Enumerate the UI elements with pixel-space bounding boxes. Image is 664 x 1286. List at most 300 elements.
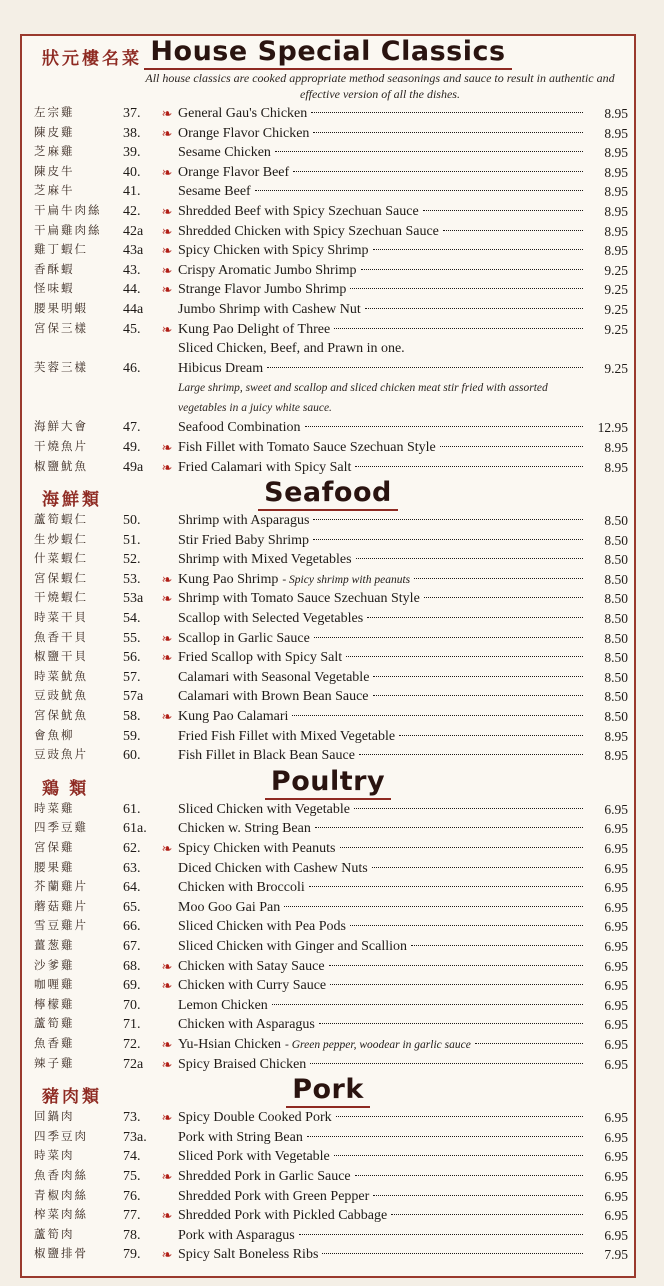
menu-section [22,766,634,1074]
item-name-line [178,1187,586,1207]
item-chinese-name: 蘆筍雞 [34,1018,75,1031]
menu-item [22,1035,634,1055]
item-price: 8.50 [604,650,628,666]
item-chinese-name: 蘆筍蝦仁 [34,514,88,527]
item-chinese-name: 蘆筍肉 [34,1228,75,1241]
chili-pepper-icon: ❧ [161,1110,173,1126]
menu-item [22,458,634,478]
chili-pepper-icon: ❧ [161,591,173,607]
item-price: 8.95 [604,164,628,180]
item-chinese-name: 椒鹽魷魚 [34,460,88,473]
item-name-line [178,182,586,202]
item-chinese-name: 芙蓉三樣 [34,361,88,374]
item-price: 6.95 [604,1208,628,1224]
item-price: 6.95 [604,938,628,954]
item-number: 60. [123,748,141,764]
item-name-line [178,418,586,438]
item-price: 8.95 [604,459,628,475]
item-name: Diced Chicken with Cashew Nuts [178,860,368,876]
item-price: 6.95 [604,958,628,974]
menu-item [22,648,634,668]
menu-item [22,917,634,937]
item-chinese-name: 香酥蝦 [34,263,75,276]
menu-item [22,104,634,124]
item-price: 6.95 [604,860,628,876]
item-name-line [178,1055,586,1075]
chili-pepper-icon: ❧ [161,650,173,666]
item-name: General Gau's Chicken [178,106,308,121]
menu-item [22,746,634,766]
section-title-text: Poultry [265,766,391,800]
dot-leader [311,112,583,113]
item-name: Fried Scallop with Spicy Salt [178,650,343,666]
chili-pepper-icon: ❧ [161,841,173,856]
item-number: 63. [123,860,141,876]
item-name: Sliced Pork with Vegetable [178,1149,330,1165]
item-number: 72. [123,1036,141,1052]
item-name: Chicken with Satay Sauce [178,958,325,974]
chili-pepper-icon: ❧ [161,321,173,337]
item-name: Hibicus Dream [178,360,264,376]
item-number: 43a [123,243,144,259]
menu-item [22,511,634,531]
menu-item [22,550,634,570]
item-note: - Green pepper, woodear in garlic sauce [285,1038,471,1051]
menu-item [22,898,634,918]
item-chinese-name: 宮保雞 [34,842,75,854]
item-price: 6.95 [604,801,628,817]
item-price: 8.50 [604,513,628,529]
menu-item [22,241,634,261]
item-name-line [178,996,586,1016]
item-price: 8.95 [604,145,628,161]
item-chinese-name: 時菜雞 [34,802,75,815]
dot-leader [440,446,583,447]
item-name-line [178,957,586,977]
dot-leader [411,945,583,946]
item-name: Spicy Double Cooked Pork [178,1110,332,1126]
item-chinese-name: 豆豉魷魚 [34,690,88,703]
item-number: 62. [123,841,141,856]
item-number: 72a [123,1056,144,1072]
item-number: 55. [123,630,141,646]
section-header [22,766,634,800]
item-name-line [178,589,586,609]
dot-leader [309,886,583,887]
item-name: Kung Pao Calamari [178,709,289,725]
item-name: Chicken w. String Bean [178,821,311,837]
menu-item [22,707,634,727]
chili-pepper-icon: ❧ [161,203,173,219]
menu-item [22,957,634,977]
item-name-line [178,1206,586,1226]
item-number: 79. [123,1247,141,1263]
item-number: 73a. [123,1129,147,1145]
section-title-text: Seafood [258,477,398,511]
dot-leader [475,1043,583,1044]
item-name: Shredded Pork in Garlic Sauce [178,1168,351,1184]
section-title [22,477,634,508]
item-number: 69. [123,978,141,994]
item-price: 8.50 [604,689,628,705]
item-price: 6.95 [604,1129,628,1145]
item-name-line [178,511,586,531]
chili-pepper-icon: ❧ [161,106,173,121]
item-number: 75. [123,1168,141,1184]
dot-leader [365,308,583,309]
dot-leader [313,132,583,133]
item-name: Calamari with Brown Bean Sauce [178,689,369,705]
item-chinese-name: 豆豉魚片 [34,749,88,762]
chili-pepper-icon: ❧ [161,282,173,298]
item-number: 46. [123,360,141,376]
item-chinese-name: 椒鹽干貝 [34,651,88,664]
item-number: 73. [123,1110,141,1126]
menu-item [22,320,634,340]
item-number: 71. [123,1017,141,1033]
menu-section [22,1074,634,1265]
item-price: 6.95 [604,919,628,935]
dot-leader [293,171,583,172]
item-chinese-name: 什菜蝦仁 [34,553,88,566]
menu-item [22,1128,634,1148]
item-price: 6.95 [604,1227,628,1243]
menu-item [22,1167,634,1187]
item-chinese-name: 芥蘭雞片 [34,881,88,894]
item-price: 12.95 [597,420,628,436]
section-header [22,1074,634,1108]
item-price: 8.95 [604,125,628,141]
item-number: 78. [123,1227,141,1243]
item-name-line [178,261,586,281]
dot-leader [255,190,583,191]
menu-item [22,687,634,707]
item-price: 8.50 [604,591,628,607]
item-name-line [178,1108,586,1128]
item-name: Fried Calamari with Spicy Salt [178,459,352,475]
item-chinese-name: 干扁雞肉絲 [34,224,102,237]
chili-pepper-icon: ❧ [161,709,173,725]
dot-leader [299,1234,583,1235]
dot-leader [391,1214,583,1215]
item-name-line [178,937,586,957]
item-number: 47. [123,420,141,436]
item-number: 56. [123,650,141,666]
item-number: 74. [123,1149,141,1165]
dot-leader [305,426,584,427]
item-name: Kung Pao Shrimp [178,571,279,587]
dot-leader [310,1063,583,1064]
item-name: Sesame Beef [178,184,251,200]
item-price: 6.95 [604,841,628,856]
menu-item [22,839,634,859]
item-price: 9.25 [604,282,628,298]
section-chinese-title: 狀元樓名菜 [42,49,142,68]
item-number: 65. [123,899,141,915]
item-name-line [178,104,586,124]
item-number: 43. [123,262,141,278]
menu-section [22,477,634,766]
item-price: 6.95 [604,1056,628,1072]
item-number: 66. [123,919,141,935]
item-chinese-name: 會魚柳 [34,729,75,742]
dot-leader [361,269,584,270]
chili-pepper-icon: ❧ [161,164,173,180]
item-price: 7.95 [604,1247,628,1263]
item-name-line [178,280,586,300]
item-chinese-name: 左宗雞 [34,107,75,119]
menu-item [22,727,634,747]
item-chinese-name: 青椒肉絲 [34,1189,88,1202]
dot-leader [340,847,584,848]
section-intro: All house classics are cooked appropriate method seasonings and sauce to result in authentic and effective version of all the dishes. [145,71,615,101]
section-title [22,1074,634,1105]
dot-leader [313,539,583,540]
item-chinese-name: 辣子雞 [34,1057,75,1070]
item-price: 6.95 [604,997,628,1013]
item-name: Fish Fillet in Black Bean Sauce [178,748,355,764]
item-number: 49a [123,459,144,475]
item-number: 37. [123,106,141,121]
item-chinese-name: 宮保魷魚 [34,710,88,723]
menu-page [20,34,636,1278]
item-name: Spicy Salt Boneless Ribs [178,1247,319,1263]
item-number: 49. [123,439,141,455]
item-number: 64. [123,880,141,896]
item-name-line [178,241,586,261]
item-chinese-name: 雪豆雞片 [34,920,88,933]
item-name: Orange Flavor Chicken [178,125,310,141]
chili-pepper-icon: ❧ [161,459,173,475]
item-number: 51. [123,532,141,548]
dot-leader [399,735,583,736]
item-price: 8.95 [604,106,628,121]
item-name: Pork with String Bean [178,1129,303,1145]
item-chinese-name: 沙爹雞 [34,959,75,972]
dot-leader [373,695,583,696]
item-price: 8.50 [604,669,628,685]
item-number: 41. [123,184,141,200]
dot-leader [350,288,583,289]
menu-item [22,1187,634,1207]
dot-leader [373,676,583,677]
dot-leader [322,1253,583,1254]
item-name-line [178,839,586,859]
item-chinese-name: 陳皮牛 [34,165,75,178]
menu-item [22,878,634,898]
menu-item [22,800,634,820]
item-price: 6.95 [604,1110,628,1126]
item-name: Sliced Chicken with Vegetable [178,801,350,817]
item-name: Sesame Chicken [178,145,271,161]
item-number: 67. [123,938,141,954]
item-name-line [178,976,586,996]
item-chinese-name: 腰果雞 [34,861,75,874]
item-name-line [178,1015,586,1035]
chili-pepper-icon: ❧ [161,1036,173,1052]
item-number: 52. [123,552,141,568]
item-price: 8.95 [604,184,628,200]
item-number: 42. [123,203,141,219]
item-name-line [178,1245,586,1265]
item-chinese-name: 宮保蝦仁 [34,572,88,585]
item-price: 8.95 [604,728,628,744]
item-name-line [178,707,586,727]
item-price: 8.95 [604,439,628,455]
item-name-line [178,531,586,551]
menu-item [22,976,634,996]
item-chinese-name: 雞丁蝦仁 [34,244,88,257]
item-chinese-name: 腰果明蝦 [34,302,88,315]
item-name-line [178,819,586,839]
item-number: 61a. [123,821,147,837]
item-price: 6.95 [604,1036,628,1052]
menu-item [22,1226,634,1246]
dot-leader [359,754,583,755]
item-price: 6.95 [604,1188,628,1204]
item-number: 50. [123,513,141,529]
item-name-line [178,1128,586,1148]
section-header [22,36,634,70]
item-name: Jumbo Shrimp with Cashew Nut [178,301,361,317]
dot-leader [275,151,583,152]
dot-leader [315,827,583,828]
chili-pepper-icon: ❧ [161,571,173,587]
item-chinese-name: 陳皮雞 [34,126,75,139]
item-number: 57a [123,689,144,705]
item-number: 44. [123,282,141,298]
dot-leader [354,808,583,809]
dot-leader [346,656,583,657]
item-name-line [178,648,586,668]
dot-leader [319,1023,583,1024]
item-chinese-name: 魚香雞 [34,1037,75,1050]
item-chinese-name: 芝麻牛 [34,185,75,198]
menu-item [22,1245,634,1265]
menu-item [22,859,634,879]
item-name-line [178,746,586,766]
item-name: Crispy Aromatic Jumbo Shrimp [178,262,357,278]
menu-item [22,438,634,458]
menu-item [22,1147,634,1167]
item-name: Scallop with Selected Vegetables [178,611,364,627]
item-chinese-name: 宮保三樣 [34,322,88,335]
dot-leader [355,466,583,467]
item-number: 39. [123,145,141,161]
item-number: 70. [123,997,141,1013]
item-chinese-name: 蘑菇雞片 [34,900,88,913]
item-name-line [178,359,586,379]
menu-item [22,1015,634,1035]
dot-leader [330,984,583,985]
chili-pepper-icon: ❧ [161,223,173,239]
item-price: 8.50 [604,611,628,627]
item-price: 9.25 [604,321,628,337]
dot-leader [272,1004,583,1005]
item-name-line [178,917,586,937]
item-name: Stir Fried Baby Shrimp [178,532,310,548]
item-price: 8.50 [604,571,628,587]
item-price: 9.25 [604,262,628,278]
menu-item [22,261,634,281]
item-name: Shredded Pork with Green Pepper [178,1188,370,1204]
menu-item [22,937,634,957]
item-chinese-name: 檸檬雞 [34,998,75,1011]
menu-item [22,609,634,629]
item-name-line [178,1035,586,1056]
section-title-text: Pork [286,1074,370,1108]
section-header [22,477,634,511]
item-name-line [178,859,586,879]
dot-leader [355,1175,583,1176]
menu-item [22,300,634,320]
menu-item [22,996,634,1016]
item-chinese-name: 時菜魷魚 [34,670,88,683]
item-name: Yu-Hsian Chicken [178,1036,282,1052]
menu-item [22,124,634,144]
item-price: 6.95 [604,1017,628,1033]
dot-leader [356,558,583,559]
dot-leader [443,230,583,231]
item-chinese-name: 咖喱雞 [34,979,75,992]
dot-leader [307,1136,583,1137]
item-name-line [178,1226,586,1246]
menu-item [22,280,634,300]
menu-item [22,819,634,839]
item-price: 8.95 [604,223,628,239]
item-price: 9.25 [604,360,628,376]
item-chinese-name: 生炒蝦仁 [34,533,88,546]
dot-leader [334,328,583,329]
menu-item [22,531,634,551]
item-description: Large shrimp, sweet and scallop and sliced chicken meat stir fried with assorted vegetables in a juicy white sauce. [178,382,548,415]
menu-item [22,570,634,590]
item-name: Seafood Combination [178,420,301,436]
item-name: Strange Flavor Jumbo Shrimp [178,282,347,298]
menu-item [22,359,634,379]
item-name: Chicken with Asparagus [178,1017,315,1033]
item-number: 54. [123,611,141,627]
menu-item [22,182,634,202]
dot-leader [314,637,583,638]
item-name: Fish Fillet with Tomato Sauce Szechuan Style [178,439,436,455]
item-name-line [178,668,586,688]
item-name: Scallop in Garlic Sauce [178,630,310,646]
menu-item [22,589,634,609]
chili-pepper-icon: ❧ [161,243,173,259]
item-name: Kung Pao Delight of Three [178,321,331,337]
item-number: 53. [123,571,141,587]
item-number: 42a [123,223,144,239]
item-price: 6.95 [604,899,628,915]
chili-pepper-icon: ❧ [161,1056,173,1072]
item-chinese-name: 海鮮大會 [34,421,88,434]
section-title [22,766,634,797]
item-number: 59. [123,728,141,744]
menu-item [22,629,634,649]
dot-leader [313,519,583,520]
dot-leader [373,249,583,250]
dot-leader [336,1116,583,1117]
menu-section [22,36,634,477]
chili-pepper-icon: ❧ [161,1247,173,1263]
item-price: 8.50 [604,709,628,725]
item-name-line [178,550,586,570]
item-name: Sliced Chicken with Ginger and Scallion [178,938,408,954]
menu-item [22,418,634,438]
item-chinese-name: 椒鹽排骨 [34,1248,88,1261]
item-name-line [178,458,586,478]
